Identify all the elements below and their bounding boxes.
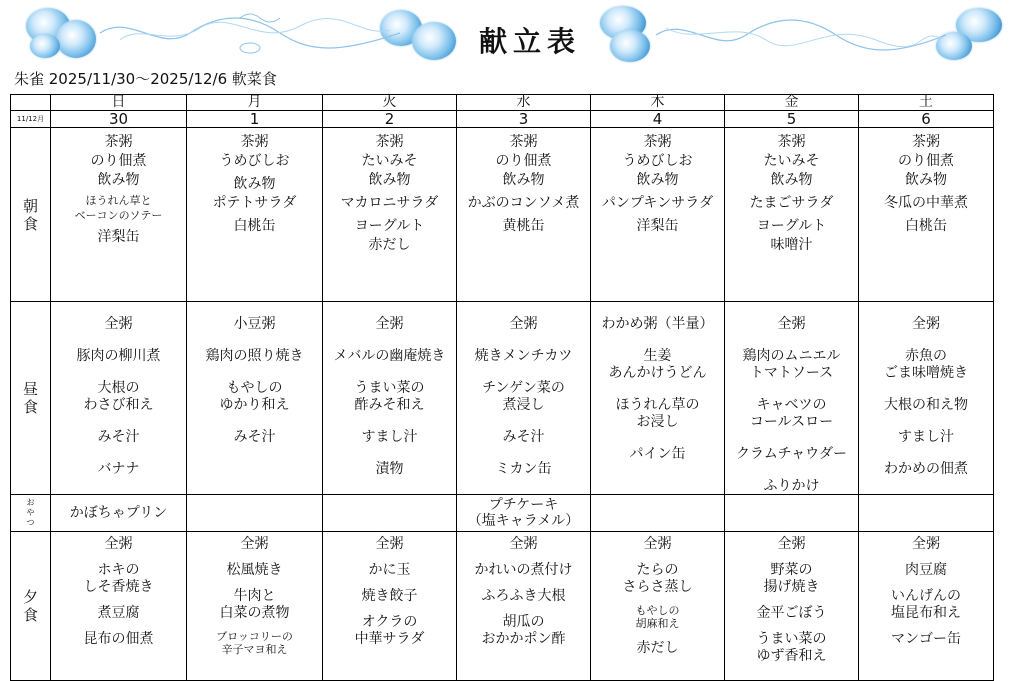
menu-item: たいみそ [763,153,820,169]
menu-item: 中華サラダ [354,631,425,647]
menu-item: ブロッコリーの [216,630,293,643]
menu-item: 赤魚の [905,348,947,364]
date-sat: 6 [859,111,994,128]
weekday-tue: 火 [323,95,457,111]
date-fri: 5 [725,111,859,128]
menu-item: 鶏肉の照り焼き [205,348,304,364]
menu-item: 胡麻和え [635,617,680,630]
menu-item: 飲み物 [502,172,545,188]
weekday-thu: 木 [591,95,725,111]
menu-item: すまし汁 [361,429,418,445]
menu-item: わかめ粥（半量） [601,316,714,332]
menu-item: （塩キャラメル） [467,513,580,529]
dinner-label-char: 夕 [22,588,38,606]
menu-table [10,94,994,681]
menu-item: 茶粥 [643,134,672,150]
rose-decoration-left [20,6,460,62]
menu-item: 野菜の [770,562,813,578]
menu-item: 茶粥 [375,134,404,150]
menu-item: パンプキンサラダ [601,195,714,211]
lunch-cell [591,302,725,495]
menu-item: 洋梨缶 [97,229,140,245]
lunch-cell [457,302,591,495]
menu-item: のり佃煮 [898,153,954,169]
menu-item: 肉豆腐 [905,562,947,578]
menu-item: 煮浸し [502,397,545,413]
menu-item: 牛肉と [233,588,276,604]
menu-item: 味噌汁 [770,237,813,253]
menu-item: 白桃缶 [905,218,947,234]
menu-item: プチケーキ [488,497,559,513]
snack-row [11,495,994,532]
breakfast-cell [323,128,457,302]
page-title: 献立表 [478,25,581,58]
menu-item: 飲み物 [770,172,813,188]
menu-item: ほうれん草と [85,194,152,207]
menu-item: 煮豆腐 [97,605,140,621]
snack-label [11,495,51,532]
date-header-row [11,111,994,128]
menu-item: あんかけうどん [608,365,707,381]
menu-item: 大根の [97,380,140,396]
menu-item: 全粥 [375,536,404,552]
menu-item: 全粥 [240,536,269,552]
menu-item: 酢みそ和え [354,397,425,413]
menu-item: マンゴー缶 [891,631,961,647]
lunch-label [11,302,51,495]
menu-item: ベーコンのソテー [74,209,163,222]
date-thu: 4 [591,111,725,128]
dinner-cell [457,532,591,681]
weekday-header-row [11,95,994,111]
snack-cell [591,495,725,532]
date-wed: 3 [457,111,591,128]
menu-item: 全粥 [509,316,538,332]
dinner-cell [591,532,725,681]
menu-item: 洋梨缶 [636,218,679,234]
menu-item: うまい菜の [354,380,425,396]
menu-item: メバルの幽庵焼き [333,348,446,364]
menu-item: たらの [636,562,679,578]
menu-item: ごま味噌焼き [884,365,968,381]
menu-item: 茶粥 [912,134,940,150]
menu-item: キャベツの [756,397,827,413]
menu-item: ふろふき大根 [481,588,566,604]
breakfast-cell [187,128,323,302]
menu-item: 白桃缶 [233,218,276,234]
menu-item: みそ汁 [97,429,140,445]
menu-item: 飲み物 [233,176,276,192]
breakfast-label-char: 食 [22,214,38,233]
menu-item: お浸し [636,414,679,430]
menu-item: いんげんの [891,588,961,604]
menu-item: わさび和え [83,397,154,413]
snack-label-char: つ [26,518,35,527]
menu-item: うめびしお [622,153,693,169]
snack-cell [323,495,457,532]
menu-item: 茶粥 [240,134,269,150]
menu-item: 赤だし [636,640,679,656]
menu-item: かれいの煮付け [474,562,573,578]
menu-item: 全粥 [912,316,940,332]
menu-item: ヨーグルト [354,218,425,234]
menu-item: うまい菜の [756,631,827,647]
menu-item: ヨーグルト [756,218,827,234]
menu-item: かぼちゃプリン [69,505,168,521]
menu-item: 全粥 [777,536,806,552]
header-banner [0,0,1024,68]
corner-cell [11,95,51,111]
menu-item: 焼き餃子 [361,588,418,604]
weekday-sun: 日 [51,95,187,111]
dinner-label-char: 食 [22,606,38,624]
menu-item: トマトソース [749,365,834,381]
menu-item: 焼きメンチカツ [474,348,573,364]
menu-item: 全粥 [643,536,672,552]
dinner-cell [859,532,994,681]
lunch-cell [323,302,457,495]
snack-cell [859,495,994,532]
menu-item: 生姜 [643,348,672,364]
menu-item: 大根の和え物 [884,397,968,413]
dinner-row [11,532,994,681]
snack-label-char: お [26,498,35,507]
menu-item: 茶粥 [509,134,538,150]
menu-item: おかかポン酢 [481,631,566,647]
snack-cell [187,495,323,532]
lunch-label-char: 食 [22,398,38,416]
menu-item: たまごサラダ [749,195,834,211]
menu-item: 揚げ焼き [763,579,820,595]
menu-item: コールスロー [749,414,834,430]
menu-item: 鶏肉のムニエル [742,348,841,364]
menu-item: すまし汁 [898,429,954,445]
breakfast-cell [591,128,725,302]
menu-item: 辛子マヨ和え [221,643,288,656]
menu-item: クラムチャウダー [735,446,848,462]
lunch-cell [725,302,859,495]
menu-item: マカロニサラダ [340,195,439,211]
weekday-fri: 金 [725,95,859,111]
breakfast-cell [457,128,591,302]
menu-item: 飲み物 [905,172,947,188]
date-tue: 2 [323,111,457,128]
menu-item: ゆかり和え [219,397,290,413]
dinner-cell [51,532,187,681]
lunch-label-char: 昼 [22,380,38,398]
dinner-cell [323,532,457,681]
menu-item: みそ汁 [502,429,545,445]
menu-item: パイン缶 [629,446,686,462]
menu-item: 飲み物 [636,172,679,188]
menu-item: ホキの [97,562,140,578]
dinner-cell [187,532,323,681]
menu-item: 全粥 [912,536,940,552]
snack-cell [51,495,187,532]
menu-item: 松風焼き [226,562,283,578]
menu-item: 全粥 [509,536,538,552]
snack-cell [457,495,591,532]
menu-item: のり佃煮 [495,153,552,169]
menu-item: 全粥 [375,316,404,332]
weekday-sat: 土 [859,95,994,111]
weekday-mon: 月 [187,95,323,111]
breakfast-label [11,128,51,302]
menu-item: 金平ごぼう [756,605,827,621]
menu-item: かに玉 [368,562,411,578]
menu-item: バナナ [97,461,140,477]
date-sun: 30 [51,111,187,128]
dinner-cell [725,532,859,681]
menu-item: さらさ蒸し [622,579,693,595]
menu-item: 漬物 [375,461,404,477]
menu-item: 飲み物 [97,172,140,188]
menu-item: のり佃煮 [90,153,147,169]
menu-item: 全粥 [777,316,806,332]
month-label: 11/12月 [11,111,51,128]
menu-item: しそ香焼き [83,579,154,595]
date-mon: 1 [187,111,323,128]
breakfast-label-char: 朝 [22,196,38,215]
menu-item: 小豆粥 [233,316,276,332]
snack-label-char: や [26,508,35,517]
menu-item: 黄桃缶 [502,218,545,234]
menu-item: ゆず香和え [756,648,827,664]
menu-item: わかめの佃煮 [884,461,968,477]
dinner-label [11,532,51,681]
menu-item: 塩昆布和え [891,605,961,621]
menu-item: 茶粥 [777,134,806,150]
menu-item: ほうれん草の [615,397,700,413]
lunch-row [11,302,994,495]
menu-item: 冬瓜の中華煮 [884,195,968,211]
breakfast-cell [725,128,859,302]
menu-item: 白菜の煮物 [219,605,290,621]
menu-item: うめびしお [219,153,290,169]
menu-item: もやしの [635,604,680,617]
menu-item: 飲み物 [368,172,411,188]
breakfast-row [11,128,994,302]
breakfast-cell [859,128,994,302]
menu-item: 赤だし [368,237,411,253]
menu-item: 全粥 [104,536,133,552]
menu-item: もやしの [226,380,283,396]
menu-subtitle: 朱雀 2025/11/30～2025/12/6 軟菜食 [14,70,277,88]
weekday-wed: 水 [457,95,591,111]
menu-item: たいみそ [361,153,418,169]
lunch-cell [859,302,994,495]
snack-cell [725,495,859,532]
menu-item: 全粥 [104,316,133,332]
menu-item: 昆布の佃煮 [83,631,154,647]
menu-item: ミカン缶 [495,461,552,477]
menu-item: チンゲン菜の [482,380,565,396]
rose-decoration-right [596,6,1016,62]
menu-item: 茶粥 [104,134,133,150]
menu-item: オクラの [361,614,418,630]
menu-item: ポテトサラダ [212,195,297,211]
menu-item: ふりかけ [763,478,820,494]
breakfast-cell [51,128,187,302]
lunch-cell [51,302,187,495]
menu-item: 豚肉の柳川煮 [76,348,161,364]
menu-item: みそ汁 [233,429,276,445]
menu-item: 胡瓜の [502,614,545,630]
lunch-cell [187,302,323,495]
menu-item: かぶのコンソメ煮 [467,195,580,211]
